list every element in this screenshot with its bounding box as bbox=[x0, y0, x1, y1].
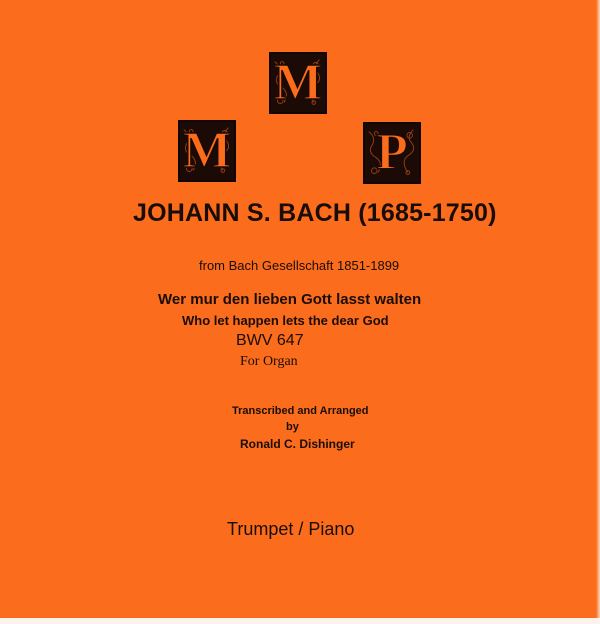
logo-letter-m-center: M bbox=[273, 54, 323, 111]
logo-tile-left bbox=[178, 120, 236, 182]
page-edge-bottom bbox=[0, 618, 600, 624]
logo-tile-right bbox=[363, 122, 421, 184]
source-line: from Bach Gesellschaft 1851-1899 bbox=[199, 258, 400, 273]
page-edge-right bbox=[596, 0, 600, 624]
work-title-english: Who let happen lets the dear God bbox=[182, 313, 389, 328]
logo-letter-m-left: M bbox=[182, 122, 232, 179]
work-title-german: Wer mur den lieben Gott lasst walten bbox=[158, 291, 422, 308]
composer-heading: JOHANN S. BACH (1685-1750) bbox=[133, 199, 497, 227]
logo-letter-p-right: P bbox=[376, 124, 408, 181]
original-instrument: For Organ bbox=[240, 354, 298, 369]
arranger-name: Ronald C. Dishinger bbox=[240, 437, 355, 451]
instrumentation: Trumpet / Piano bbox=[227, 519, 355, 539]
logo-tile-center bbox=[269, 52, 327, 114]
credit-by: by bbox=[286, 421, 299, 433]
credit-line: Transcribed and Arranged bbox=[232, 405, 369, 417]
catalog-number: BWV 647 bbox=[236, 332, 304, 349]
